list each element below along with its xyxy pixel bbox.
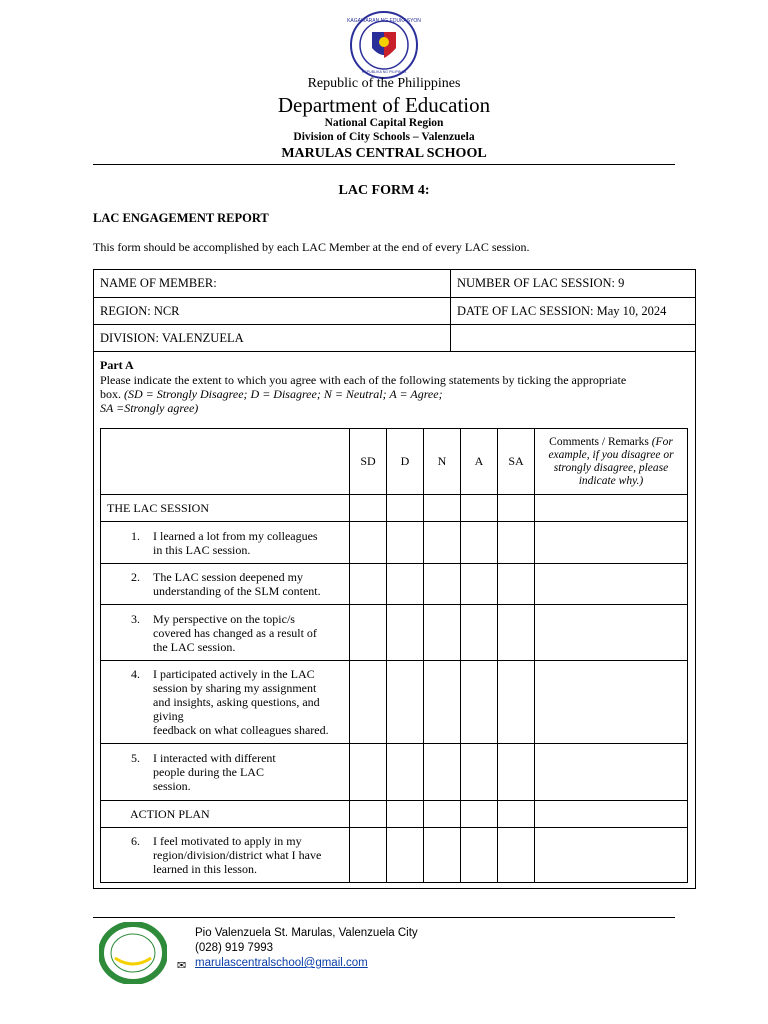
statement-line: session by sharing my assignment — [153, 681, 317, 695]
statement-line: the LAC session. — [153, 639, 236, 654]
statement-3 — [101, 605, 350, 661]
statement-number: 6. — [131, 834, 140, 848]
col-comments — [535, 429, 688, 495]
blank-field[interactable] — [451, 325, 696, 352]
region-line: National Capital Region — [324, 117, 444, 129]
rating-cell[interactable] — [424, 522, 461, 564]
statement-line: feedback on what colleagues shared. — [153, 723, 329, 737]
statement-line: covered has changed as a result of — [153, 625, 317, 640]
rating-cell[interactable] — [387, 564, 424, 605]
statement-line: region/division/district what I have — [153, 848, 322, 862]
rating-cell[interactable] — [387, 828, 424, 883]
header-divider — [93, 164, 675, 165]
email-icon: ✉ — [177, 959, 187, 972]
rating-cell[interactable] — [350, 522, 387, 564]
statement-number: 4. — [131, 667, 140, 681]
statement-6 — [101, 828, 350, 883]
rating-cell[interactable] — [387, 801, 424, 828]
rating-cell[interactable] — [424, 661, 461, 744]
rating-cell[interactable] — [498, 801, 535, 828]
rating-cell[interactable] — [424, 744, 461, 801]
region-field[interactable]: REGION: NCR — [94, 298, 451, 325]
statement-line: understanding of the SLM content. — [153, 584, 321, 598]
comment-cell[interactable] — [535, 522, 688, 564]
division-line: Division of City Schools – Valenzuela — [293, 131, 475, 143]
statement-line: I learned a lot from my colleagues — [153, 528, 318, 543]
comment-cell[interactable] — [535, 744, 688, 801]
statement-line: I participated actively in the LAC — [153, 667, 315, 681]
rating-cell[interactable] — [387, 661, 424, 744]
rating-cell[interactable] — [387, 495, 424, 522]
rating-cell[interactable] — [461, 661, 498, 744]
col-sa: SA — [498, 429, 535, 495]
col-a: A — [461, 429, 498, 495]
seal-ring-text: KAGAWARAN NG EDUKASYON — [347, 18, 421, 24]
form-instruction: This form should be accomplished by each LAC Member at the end of every LAC session. — [93, 240, 530, 254]
statement-line: and insights, asking questions, and — [153, 695, 320, 709]
session-number-field[interactable]: NUMBER OF LAC SESSION: 9 — [451, 270, 696, 298]
part-a-title: Part A — [100, 358, 134, 372]
legend-line-1: (SD = Strongly Disagree; D = Disagree; N = Neutral; A = Agree; — [124, 387, 443, 401]
school-name: MARULAS CENTRAL SCHOOL — [281, 146, 487, 161]
statement-line: people during the LAC — [153, 765, 264, 779]
seal-bottom-text: REPUBLIKA NG PILIPINAS — [361, 70, 407, 74]
comment-cell[interactable] — [535, 828, 688, 883]
rating-cell[interactable] — [350, 564, 387, 605]
footer-phone: (028) 919 7993 — [195, 942, 274, 954]
division-field[interactable]: DIVISION: VALENZUELA — [94, 325, 451, 352]
rating-cell[interactable] — [350, 495, 387, 522]
statement-number: 2. — [131, 570, 140, 584]
part-a-instruction-text: Please indicate the extent to which you agree with each of the following statements by ticking the appropriate — [100, 373, 627, 387]
footer-email-link[interactable]: marulascentralschool@gmail.com — [195, 957, 368, 969]
statement-line: I interacted with different — [153, 751, 276, 765]
school-logo — [99, 922, 167, 984]
statement-line: learned in this lesson. — [153, 862, 257, 876]
rating-cell[interactable] — [498, 828, 535, 883]
rating-cell[interactable] — [498, 744, 535, 801]
col-n: N — [424, 429, 461, 495]
statement-header-cell — [101, 429, 350, 495]
session-date-field[interactable]: DATE OF LAC SESSION: May 10, 2024 — [451, 298, 696, 325]
deped-seal-logo — [347, 10, 421, 80]
statement-line: in this LAC session. — [153, 542, 251, 557]
statement-number: 1. — [131, 528, 140, 543]
statement-2 — [101, 564, 350, 605]
rating-cell[interactable] — [461, 495, 498, 522]
form-subtitle: LAC ENGAGEMENT REPORT — [93, 211, 269, 225]
rating-cell[interactable] — [424, 564, 461, 605]
statement-number: 5. — [131, 751, 140, 765]
statement-line: giving — [153, 709, 184, 723]
rating-cell[interactable] — [461, 744, 498, 801]
name-of-member-field[interactable]: NAME OF MEMBER: — [94, 270, 451, 298]
rating-cell[interactable] — [387, 522, 424, 564]
statement-number: 3. — [131, 611, 140, 626]
rating-cell[interactable] — [350, 605, 387, 661]
form-title: LAC FORM 4: — [338, 183, 430, 198]
section-action-plan: ACTION PLAN — [101, 801, 350, 828]
statement-1 — [101, 522, 350, 564]
legend-line-2: SA =Strongly agree) — [100, 401, 199, 415]
statement-5 — [101, 744, 350, 801]
rating-cell[interactable] — [498, 522, 535, 564]
rating-cell[interactable] — [498, 661, 535, 744]
comment-cell[interactable] — [535, 801, 688, 828]
statement-4 — [101, 661, 350, 744]
rating-table — [100, 428, 688, 883]
rating-cell[interactable] — [461, 605, 498, 661]
comment-cell[interactable] — [535, 495, 688, 522]
comments-label: Comments / Remarks — [549, 435, 652, 448]
rating-cell[interactable] — [350, 801, 387, 828]
rating-cell[interactable] — [387, 744, 424, 801]
footer-address: Pio Valenzuela St. Marulas, Valenzuela City — [195, 927, 418, 939]
rating-cell[interactable] — [350, 828, 387, 883]
rating-cell[interactable] — [498, 605, 535, 661]
rating-cell[interactable] — [424, 605, 461, 661]
rating-cell[interactable] — [461, 801, 498, 828]
rating-cell[interactable] — [350, 661, 387, 744]
part-a-instruction — [100, 373, 690, 415]
rating-cell[interactable] — [350, 744, 387, 801]
statement-line: The LAC session deepened my — [153, 570, 303, 584]
col-sd: SD — [350, 429, 387, 495]
statement-line: I feel motivated to apply in my — [153, 834, 302, 848]
statement-line: session. — [153, 779, 191, 793]
legend-prefix: box. — [100, 387, 124, 401]
comments-note: (For example, if you disagree or strongly disagree, please indicate why.) — [548, 435, 674, 487]
rating-cell[interactable] — [424, 801, 461, 828]
rating-cell[interactable] — [424, 495, 461, 522]
rating-cell[interactable] — [498, 495, 535, 522]
rating-cell[interactable] — [498, 564, 535, 605]
comment-cell[interactable] — [535, 564, 688, 605]
footer-divider — [93, 917, 675, 918]
department-title: Department of Education — [277, 93, 491, 117]
republic-line: Republic of the Philippines — [307, 76, 461, 91]
rating-cell[interactable] — [461, 564, 498, 605]
rating-cell[interactable] — [387, 605, 424, 661]
statement-line: My perspective on the topic/s — [153, 611, 295, 626]
section-lac-session: THE LAC SESSION — [101, 495, 350, 522]
rating-cell[interactable] — [461, 522, 498, 564]
col-d: D — [387, 429, 424, 495]
part-a-legend-line — [100, 387, 690, 401]
comment-cell[interactable] — [535, 605, 688, 661]
rating-cell[interactable] — [461, 828, 498, 883]
rating-cell[interactable] — [424, 828, 461, 883]
comment-cell[interactable] — [535, 661, 688, 744]
